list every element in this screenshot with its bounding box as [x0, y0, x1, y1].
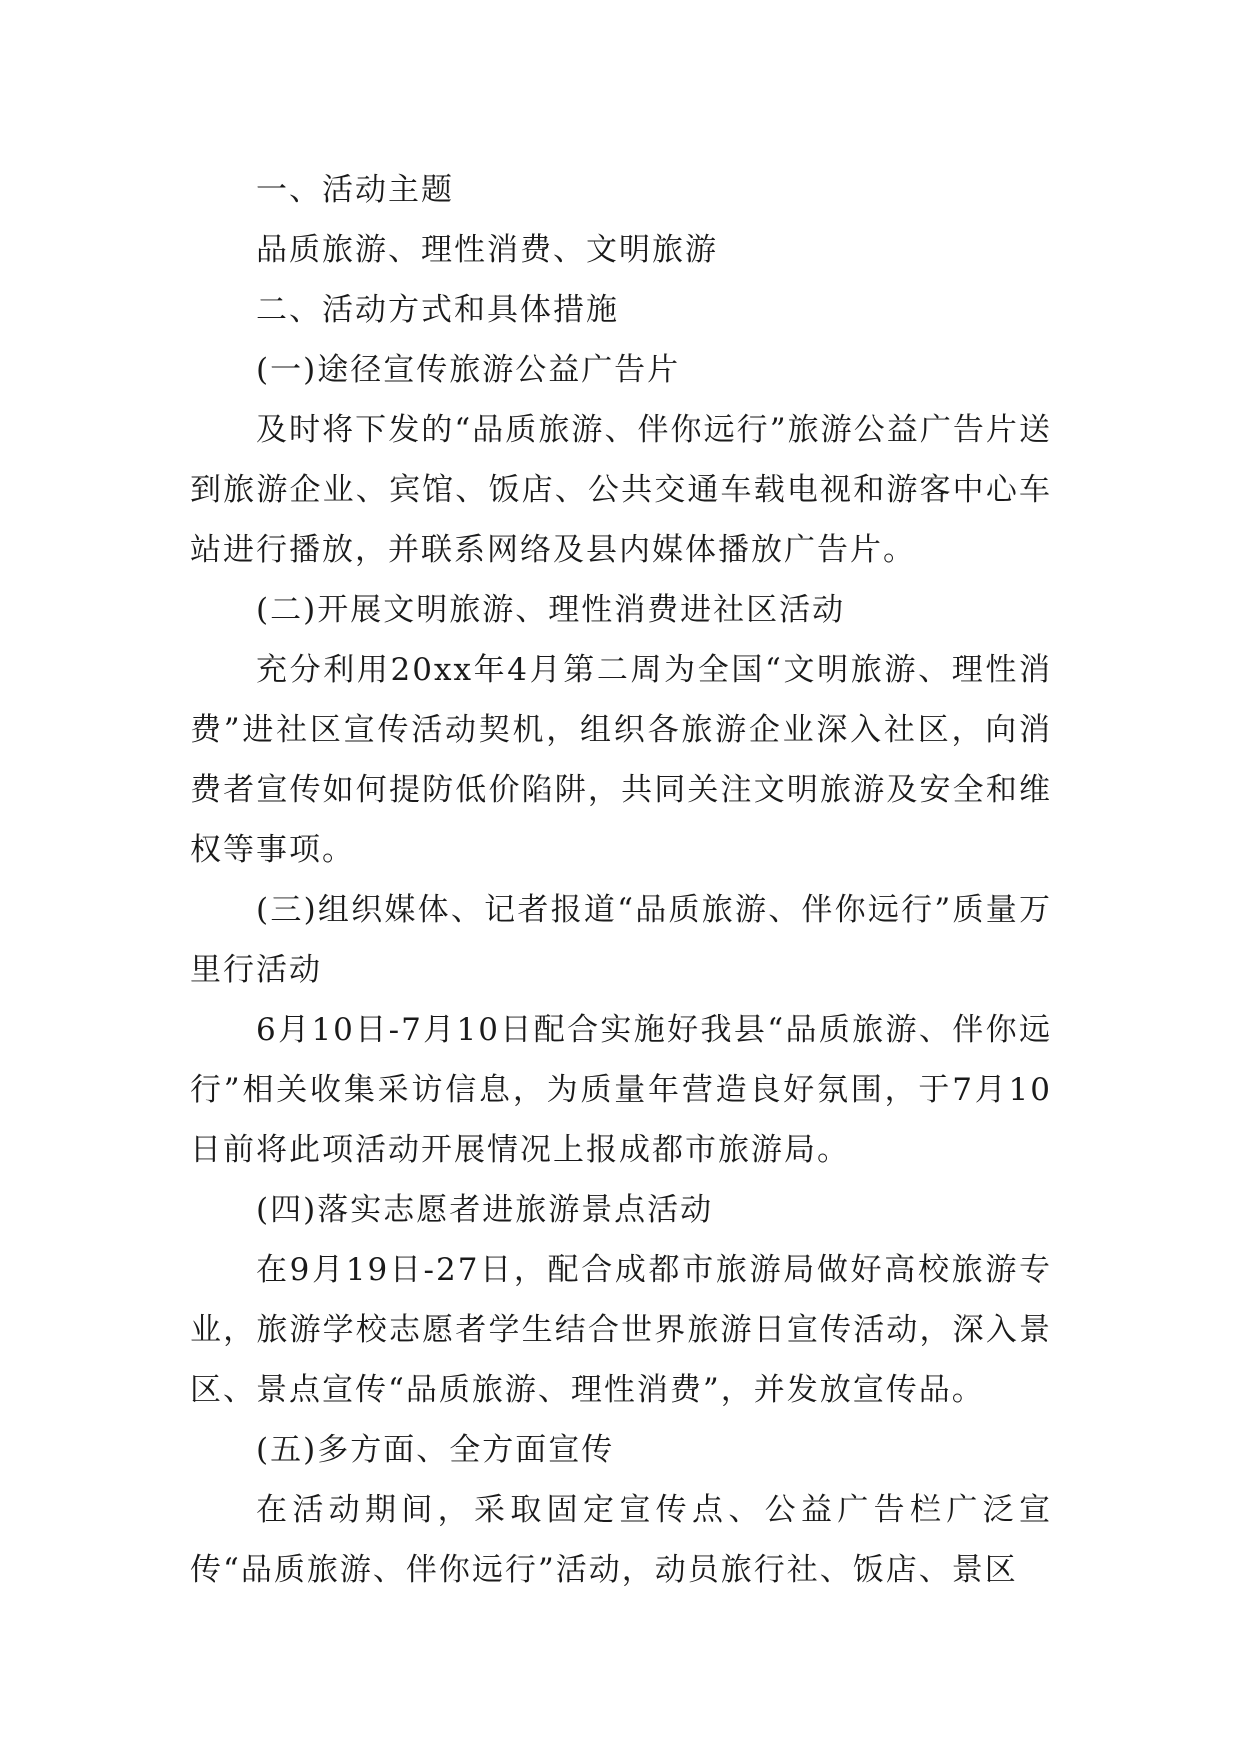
section-heading-methods: 二、活动方式和具体措施 — [256, 292, 619, 328]
subheading-2: (二)开展文明旅游、理性消费进社区活动 — [256, 592, 846, 628]
subheading-5: (五)多方面、全方面宣传 — [256, 1432, 615, 1468]
subheading-3: (三)组织媒体、记者报道“品质旅游、伴你远行”质量万里行活动 — [190, 892, 1052, 988]
paragraph-2: 充分利用20xx年4月第二周为全国“文明旅游、理性消费”进社区宣传活动契机，组织各旅游企业深入社区，向消费者宣传如何提防低价陷阱，共同关注文明旅游及安全和维权等事项。 — [190, 652, 1052, 868]
paragraph-4: 在9月19日-27日，配合成都市旅游局做好高校旅游专业，旅游学校志愿者学生结合世界旅游日宣传活动，深入景区、景点宣传“品质旅游、理性消费”，并发放宣传品。 — [190, 1252, 1052, 1408]
subheading-1: (一)途径宣传旅游公益广告片 — [256, 352, 681, 388]
paragraph-1: 及时将下发的“品质旅游、伴你远行”旅游公益广告片送到旅游企业、宾馆、饭店、公共交通车载电视和游客中心车站进行播放，并联系网络及县内媒体播放广告片。 — [190, 412, 1052, 568]
paragraph-5: 在活动期间，采取固定宣传点、公益广告栏广泛宣传“品质旅游、伴你远行”活动，动员旅行社、饭店、景区 — [190, 1492, 1052, 1588]
subheading-4: (四)落实志愿者进旅游景点活动 — [256, 1192, 714, 1228]
section-heading-theme: 一、活动主题 — [256, 172, 454, 208]
theme-text: 品质旅游、理性消费、文明旅游 — [256, 232, 718, 268]
paragraph-3: 6月10日-7月10日配合实施好我县“品质旅游、伴你远行”相关收集采访信息，为质量年营造良好氛围，于7月10日前将此项活动开展情况上报成都市旅游局。 — [190, 1012, 1052, 1168]
document-body — [190, 160, 1052, 1600]
